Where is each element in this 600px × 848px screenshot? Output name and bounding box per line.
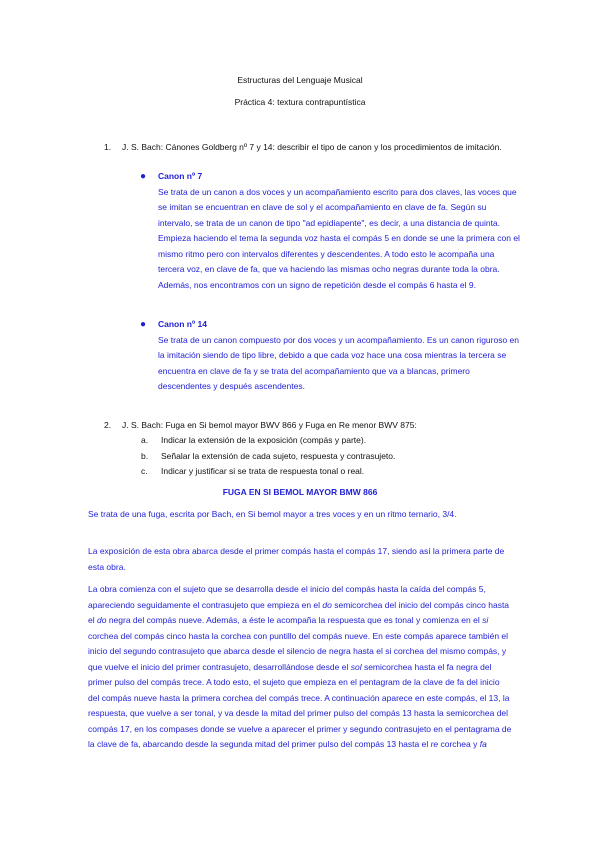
canon-7-text: Se trata de un canon a dos voces y un acompañamiento escrito para dos claves, las voces que se imitan se encuentran en clave de sol y el acompañamiento en clave de fa. Según su intervalo, se trata de un canon de tipo "ad epidiapente", es decir, a una distancia de quinta. Empieza haciendo el tema la segunda voz hasta el compás 5 en donde se une la primera con el mismo ritmo pero con intervalos diferentes y descendentes. A todo esto le acompaña una tercera voz, en clave de fa, que va haciendo las mismas ocho negras durante toda la obra. Además, nos encontramos con un signo de repetición desde el compás 6 hasta el 9.	[158, 186, 520, 290]
document-title: Estructuras del Lenguaje Musical	[237, 75, 363, 85]
item-label: b.	[141, 451, 149, 461]
paragraph-2: La exposición de esta obra abarca desde el primer compás hasta el compás 17, siendo así la primera parte de esta obra.	[88, 546, 505, 572]
canon-7-heading: Canon nº 7	[158, 171, 203, 181]
canon-7-item	[140, 169, 520, 293]
paragraph-3-text: La obra comienza con el sujeto que se desarrolla desde el inicio del compás hasta la caída del compás 5, apareciendo seguidamente el contrasujeto que empieza en el	[88, 584, 486, 610]
paragraph-3-text: negra del compás nueve. Además, a éste le acompaña la respuesta que es tonal y comienza en el	[106, 615, 483, 625]
question-2	[104, 418, 524, 434]
note-name: sol	[350, 661, 362, 672]
note-name: do	[322, 599, 332, 610]
document-subtitle: Práctica 4: textura contrapuntística	[234, 97, 366, 107]
item-text: Indicar y justificar si se trata de respuesta tonal o real.	[161, 466, 365, 476]
bullet-icon: ●	[140, 171, 147, 182]
note-name: si	[482, 615, 489, 625]
item-label: a.	[141, 435, 149, 445]
paragraph-3-text: corchea del compás cinco hasta la corchea con puntillo del compás nueve. En este compás aparece también el inicio del segundo contrasujeto que abarca desde el silencio de negra hasta el si corchea del mismo compás, y que vuelve el inicio del primer contrasujeto, desarrollándose desde el	[88, 630, 509, 672]
fuga-heading: FUGA EN SI BEMOL MAYOR BMW 866	[222, 487, 378, 497]
paragraph-3-text: semicorchea hasta el fa negra del primer pulso del compás trece. A todo esto, el sujeto que empieza en el pentagram de la clave de fa del inicio del compás nueve hasta la primera corchea del compás trece. A continuación aparece en este compás, el 13, la respuesta, que vuelve a ser tonal, y va desde la mitad del primer pulso del compás 13 hasta la semicorchea del compás 17, en los compases donde se vuelve a aparecer el primer y segundo contrasujeto en el pentagrama de la clave de fa, abarcando desde la segunda mitad del primer pulso del compás 13 hasta el	[88, 661, 512, 749]
paragraph-3-text: semicorchea del inicio del compás cinco hasta el	[88, 599, 510, 625]
note-name: fa	[479, 739, 487, 749]
question-2-item-b	[141, 449, 395, 465]
item-text: Señalar la extensión de cada sujeto, respuesta y contrasujeto.	[161, 451, 396, 461]
question-2-item-a	[141, 433, 366, 449]
canon-14-heading: Canon nº 14	[158, 319, 207, 329]
item-text: Indicar la extensión de la exposición (compás y parte).	[161, 435, 367, 445]
note-name: do	[96, 615, 107, 625]
question-2-number: 2.	[104, 420, 112, 430]
paragraph-1: Se trata de una fuga, escrita por Bach, en Si bemol mayor a tres voces y en un ritmo ternario, 3/4.	[88, 509, 457, 519]
bullet-icon: ●	[140, 319, 147, 330]
note-name: re	[430, 739, 439, 749]
canon-14-item	[140, 317, 520, 395]
question-1-number: 1.	[104, 142, 112, 152]
paragraph-3	[88, 582, 512, 753]
question-2-text: J. S. Bach: Fuga en Si bemol mayor BWV 866 y Fuga en Re menor BWV 875:	[122, 420, 417, 430]
paragraph-3-text: corchea y	[438, 739, 480, 749]
canon-14-text: Se trata de un canon compuesto por dos voces y un acompañamiento. Es un canon riguroso en la imitación siendo de tipo libre, debido a que cada voz hace una cosa mientras la tercera se encuentra en clave de fa y se trata del acompañamiento que va a blancas, primero descendentes y después ascendentes.	[158, 334, 520, 391]
question-1	[104, 140, 504, 156]
item-label: c.	[141, 466, 148, 476]
question-1-text: J. S. Bach: Cánones Goldberg nº 7 y 14: describir el tipo de canon y los procedimientos de imitación.	[122, 142, 502, 152]
question-2-item-c	[141, 464, 364, 480]
